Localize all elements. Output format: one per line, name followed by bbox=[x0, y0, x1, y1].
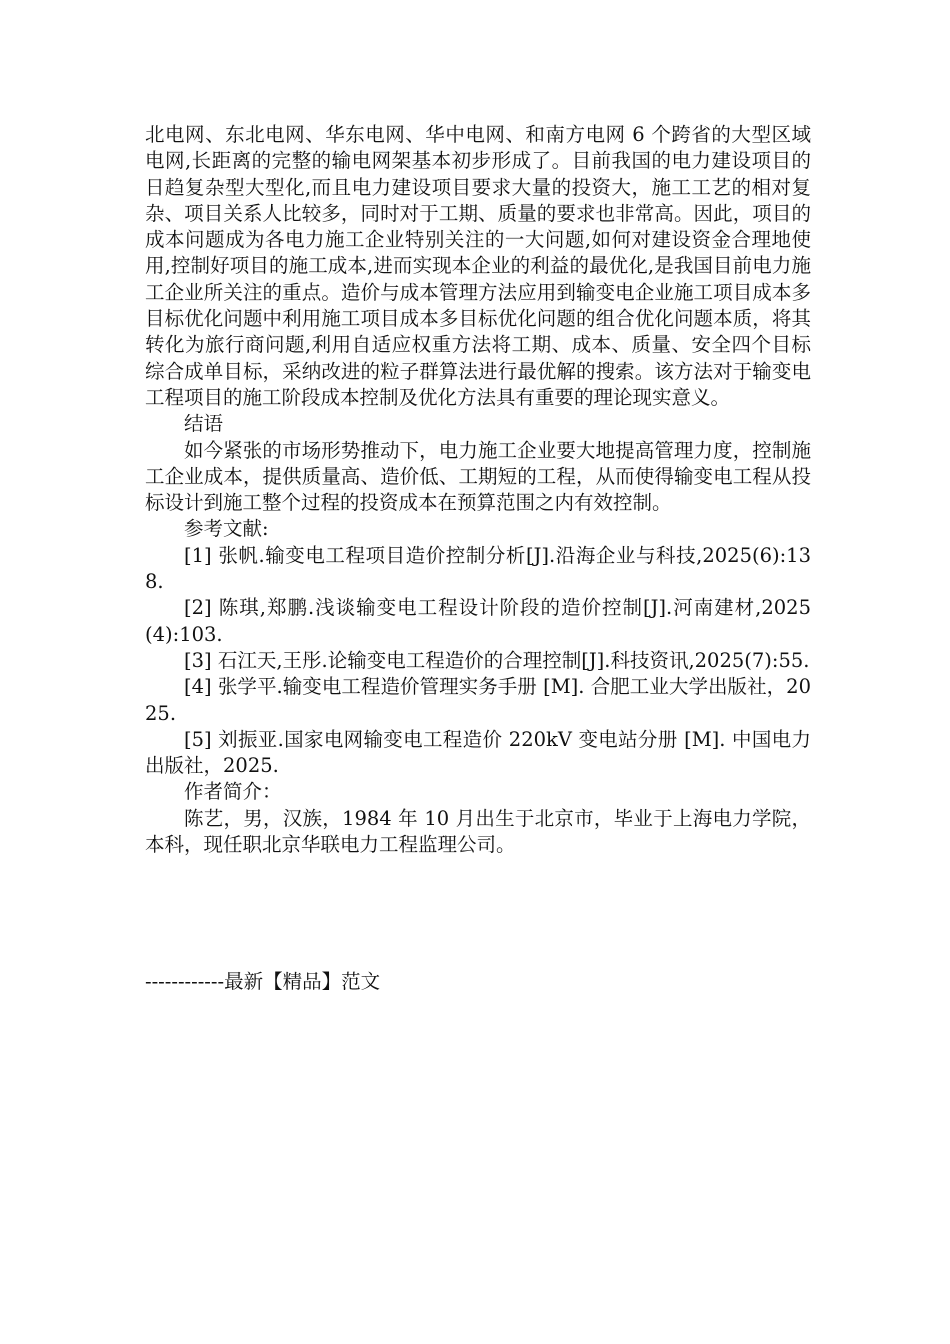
reference-item-3: [3] 石江天,王彤.论输变电工程造价的合理控制[J].科技资讯,2025(7):55. bbox=[184, 648, 810, 672]
author-paragraph: 陈艺，男，汉族，1984 年 10 月出生于北京市，毕业于上海电力学院，本科，现任职北京华联电力工程监理公司。 bbox=[145, 806, 811, 857]
author-heading: 作者简介： bbox=[184, 780, 282, 804]
conclusion-paragraph: 如今紧张的市场形势推动下，电力施工企业要大地提高管理力度，控制施工企业成本，提供质量高、造价低、工期短的工程，从而使得输变电工程从投标设计到施工整个过程的投资成本在预算范围之内有效控制。 bbox=[145, 438, 811, 515]
reference-item-2: [2] 陈琪,郑鹏.浅谈输变电工程设计阶段的造价控制[J].河南建材,2025(4):103. bbox=[145, 596, 811, 646]
document-body bbox=[145, 122, 811, 858]
intro-paragraph: 北电网、东北电网、华东电网、华中电网、和南方电网 6 个跨省的大型区域电网,长距离的完整的输电网架基本初步形成了。目前我国的电力建设项目的日趋复杂型大型化,而且电力建设项目要求大量的投资大，施工工艺的相对复杂、项目关系人比较多，同时对于工期、质量的要求也非常高。因此，项目的成本问题成为各电力施工企业特别关注的一大问题,如何对建设资金合理地使用,控制好项目的施工成本,进而实现本企业的利益的最优化,是我国目前电力施工企业所关注的重点。造价与成本管理方法应用到输变电企业施工项目成本多目标优化问题中利用施工项目成本多目标优化问题的组合优化问题本质，将其转化为旅行商问题,利用自适应权重方法将工期、成本、质量、安全四个目标综合成单目标，采纳改进的粒子群算法进行最优解的搜索。该方法对于输变电工程项目的施工阶段成本控制及优化方法具有重要的理论现实意义。 bbox=[145, 123, 811, 409]
conclusion-heading: 结语 bbox=[184, 412, 224, 436]
reference-item-5: [5] 刘振亚.国家电网输变电工程造价 220kV 变电站分册 [M]. 中国电力出版社，2025. bbox=[145, 727, 811, 778]
footer-banner: ------------最新【精品】范文 bbox=[145, 970, 381, 993]
reference-item-4: [4] 张学平.输变电工程造价管理实务手册 [M]. 合肥工业大学出版社，2025. bbox=[145, 675, 811, 725]
reference-item-1: [1] 张帆.输变电工程项目造价控制分析[J].沿海企业与科技,2025(6):138. bbox=[145, 543, 811, 594]
references-heading: 参考文献: bbox=[184, 517, 269, 541]
